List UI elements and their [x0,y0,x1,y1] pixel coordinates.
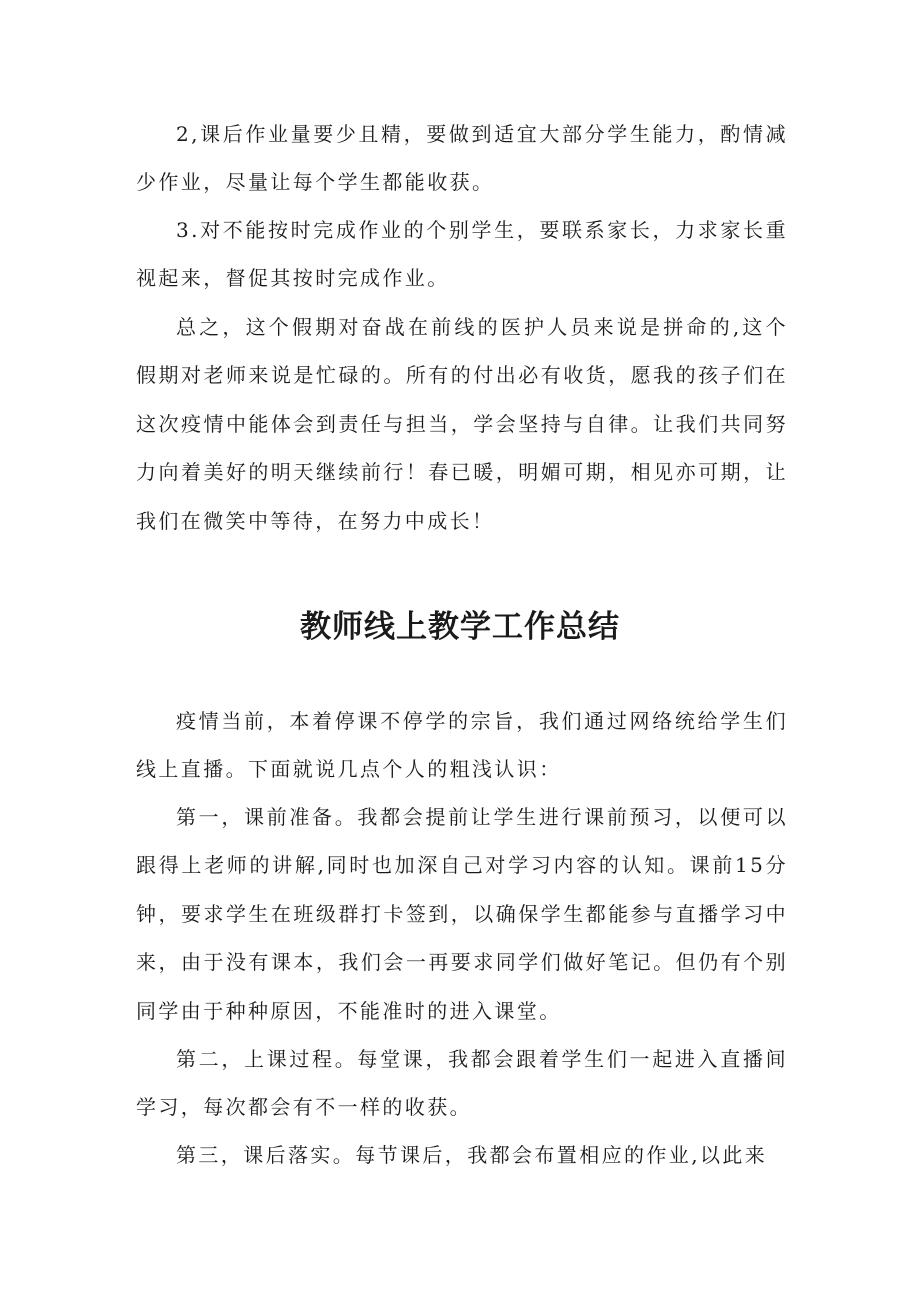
paragraph-homework-amount: 2,课后作业量要少且精，要做到适宜大部分学生能力，酌情减少作业，尽量让每个学生都能收获。 [136,122,788,195]
paragraph-conclusion: 总之，这个假期对奋战在前线的医护人员来说是拼命的,这个假期对老师来说是忙碌的。所有的付出必有收货，愿我的孩子们在这次疫情中能体会到责任与担当，学会坚持与自律。让我们共同努力向着美好的明天继续前行！春已暖，明媚可期，相见亦可期，让我们在微笑中等待，在努力中成长！ [136,315,788,533]
paragraph-second-class-process: 第二，上课过程。每堂课，我都会跟着学生们一起进入直播间学习，每次都会有不一样的收获。 [136,1047,788,1120]
document-title: 教师线上教学工作总结 [300,609,620,645]
paragraph-parent-contact: 3.对不能按时完成作业的个别学生，要联系家长，力求家长重视起来，督促其按时完成作业。 [136,218,788,291]
paragraph-first-preparation: 第一，课前准备。我都会提前让学生进行课前预习，以便可以跟得上老师的讲解,同时也加深自己对学习内容的认知。课前15分钟，要求学生在班级群打卡签到，以确保学生都能参与直播学习中来，由于没有课本，我们会一再要求同学们做好笔记。但仍有个别同学由于种种原因，不能准时的进入课堂。 [136,805,788,1023]
paragraph-intro: 疫情当前，本着停课不停学的宗旨，我们通过网络统给学生们线上直播。下面就说几点个人的粗浅认识： [136,709,788,782]
paragraph-third-followup: 第三，课后落实。每节课后，我都会布置相应的作业,以此来 [176,1143,768,1167]
